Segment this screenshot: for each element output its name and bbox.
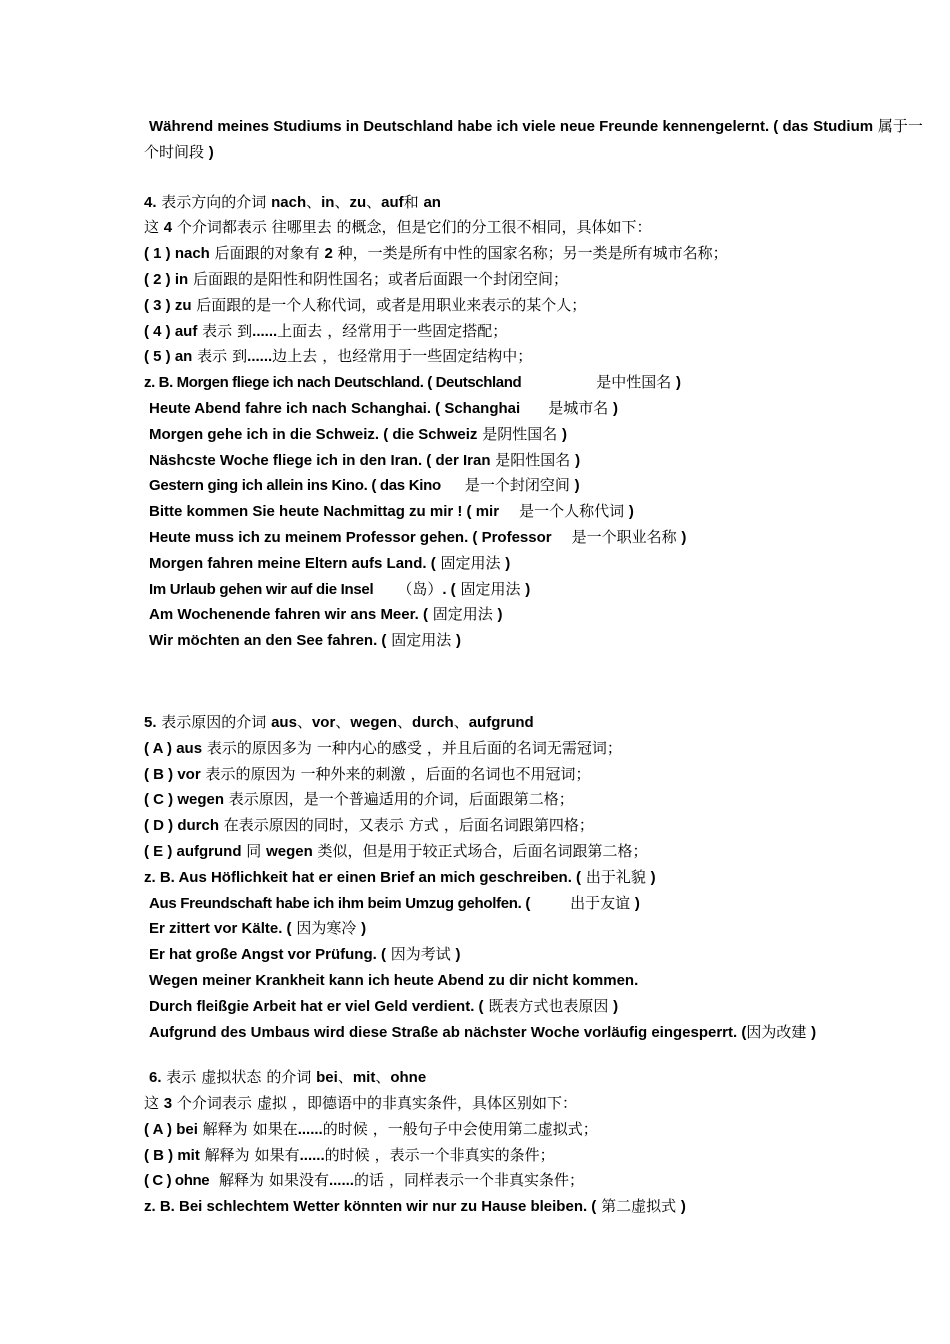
text-run: ，即德语中的非真实条件，具体区别如下：: [291, 1094, 577, 1113]
text-run: Wir möchten an den See fahren. (: [149, 632, 387, 650]
text-run: 到: [237, 321, 253, 340]
text-run: ( E ) aufgrund: [144, 842, 242, 860]
example-line: [144, 422, 934, 448]
text-run: 4: [163, 219, 173, 237]
text-run: 的概念，但是它们的分工很不相同，具体如下：: [336, 218, 652, 237]
rule-bei: [144, 1117, 934, 1143]
text-run: 是一个人称代词: [519, 502, 625, 521]
example-line: [144, 628, 934, 654]
text-run: 解释为: [202, 1119, 248, 1138]
text-run: 固定用法: [432, 605, 493, 624]
text-run: 后面跟的是阳性和阴性国名；或者后面跟一个封闭空间；: [192, 269, 568, 288]
text-run: 第二虚拟式: [601, 1197, 677, 1216]
text-run: ( C ) wegen: [144, 791, 225, 809]
text-run: ): [456, 632, 461, 650]
text-run: 的时候: [324, 1145, 370, 1164]
text-run: ): [613, 997, 619, 1015]
text-run: Während meines Studiums in Deutschland habe ich viele neue Freunde kennengelernt. ( das: [149, 118, 809, 135]
text-run: 后面跟的是一个人称代词，或者是用职业来表示的某个人；: [196, 295, 587, 314]
text-run: 5.: [144, 713, 157, 731]
example-line: [144, 602, 934, 628]
text-run: ): [634, 894, 640, 912]
text-run: 如果没有: [268, 1171, 329, 1190]
text-run: ): [505, 554, 511, 572]
text-run: 是一个职业名称: [571, 527, 677, 546]
text-run: z. B. Morgen fliege ich nach Deutschland. ( Deutschland: [144, 374, 522, 392]
text-run: ，一般句子中会使用第二虚拟式；: [372, 1119, 598, 1138]
text-run: 虚拟状态: [201, 1068, 262, 1087]
text-run: 表示: [197, 347, 228, 366]
text-run: 解释为: [204, 1145, 250, 1164]
text-run: ，后面名词跟第四格；: [443, 816, 594, 835]
text-run: 表示的原因为: [205, 764, 296, 783]
section-6-heading: [144, 1065, 934, 1091]
text-run: ): [361, 920, 367, 938]
text-run: ......: [297, 1120, 323, 1138]
text-run: 、: [296, 712, 312, 731]
text-run: 边上去: [272, 347, 318, 366]
text-run: Wegen meiner Krankheit kann ich heute Abend zu dir nicht kommen.: [149, 971, 639, 989]
example-line: [144, 916, 934, 942]
example-line: [144, 968, 934, 994]
text-run: ): [681, 528, 687, 546]
text-run: ( 1 ) nach: [144, 245, 210, 263]
text-run: an: [423, 193, 441, 211]
text-run: ): [676, 374, 682, 392]
text-run: ): [208, 143, 214, 161]
text-run: 这: [144, 1094, 160, 1113]
text-run: Am Wochenende fahren wir ans Meer. (: [149, 606, 428, 624]
text-run: . (: [442, 580, 456, 598]
text-run: ohne: [390, 1069, 427, 1087]
example-line: [144, 1194, 934, 1220]
text-run: ......: [252, 322, 278, 340]
text-run: 、: [337, 1068, 353, 1087]
text-run: aufgrund: [468, 713, 534, 731]
text-run: in: [321, 193, 335, 211]
text-run: ，后面的名词也不用冠词；: [410, 764, 591, 783]
text-run: Er hat große Angst vor Prüfung. (: [149, 946, 386, 964]
text-run: 、: [335, 712, 351, 731]
rule-durch: [144, 813, 934, 839]
rule-auf: [144, 319, 934, 345]
example-line: [144, 473, 934, 499]
text-run: 虚拟: [256, 1094, 287, 1113]
rule-aufgrund: [144, 839, 934, 865]
text-run: wegen: [266, 842, 313, 860]
text-run: 、: [375, 1068, 391, 1087]
text-run: 的时候: [322, 1119, 368, 1138]
text-run: z. B. Aus Höflichkeit hat er einen Brief an mich geschreiben. (: [144, 868, 582, 886]
text-run: ( A ) aus: [144, 739, 203, 757]
text-run: nach: [271, 193, 307, 211]
text-run: ，并且后面的名词无需冠词；: [426, 738, 622, 757]
example-line: [144, 577, 934, 603]
text-run: 3: [163, 1095, 173, 1113]
text-run: Bitte kommen Sie heute Nachmittag zu mir ! ( mir: [149, 503, 500, 521]
text-run: 因为寒冷: [296, 919, 357, 938]
text-run: 个介词都表示: [176, 218, 267, 237]
text-run: ( C ) ohne: [144, 1172, 210, 1190]
text-run: ......: [299, 1146, 325, 1164]
text-run: ): [455, 946, 461, 964]
example-line: [144, 865, 934, 891]
text-run: Näshcste Woche fliege ich in den Iran. ( der Iran: [149, 451, 491, 469]
text-run: 、: [366, 192, 382, 211]
text-run: 是阳性国名: [495, 450, 571, 469]
text-run: ( 4 ) auf: [144, 322, 198, 340]
text-run: 往哪里去: [271, 218, 332, 237]
text-run: 是中性国名: [596, 373, 672, 392]
text-run: ( B ) vor: [144, 765, 201, 783]
text-run: ......: [328, 1172, 354, 1190]
text-run: 因为考试: [390, 945, 451, 964]
rule-ohne: [144, 1168, 934, 1194]
text-run: 个介词表示: [176, 1094, 252, 1113]
text-run: Im Urlaub gehen wir auf die Insel: [149, 580, 374, 598]
example-line: [144, 525, 934, 551]
text-run: 4.: [144, 193, 157, 211]
text-run: 出于礼貌: [585, 867, 646, 886]
rule-an: [144, 344, 934, 370]
rule-mit: [144, 1143, 934, 1169]
text-run: 固定用法: [440, 553, 501, 572]
text-run: 如果有: [254, 1145, 300, 1164]
text-run: Morgen fahren meine Eltern aufs Land. (: [149, 554, 436, 572]
text-run: 同: [246, 841, 262, 860]
text-run: ): [575, 451, 581, 469]
text-run: 是阴性国名: [482, 424, 558, 443]
text-run: 既表方式也表原因: [488, 996, 609, 1015]
text-run: ): [811, 1023, 817, 1041]
text-run: 一种内心的感受: [316, 738, 422, 757]
text-run: ): [628, 503, 634, 521]
text-run: zu: [349, 193, 367, 211]
document-body: [144, 114, 934, 1220]
rule-in: [144, 267, 934, 293]
text-run: ): [525, 580, 531, 598]
example-line: [144, 994, 934, 1020]
text-run: ，表示一个非真实的条件；: [374, 1145, 555, 1164]
text-run: 表示原因的介词: [161, 712, 267, 731]
section-6-intro: [144, 1091, 934, 1117]
text-run: bei: [316, 1069, 338, 1087]
text-run: ): [574, 477, 580, 495]
text-run: ，也经常用于一些固定结构中；: [322, 347, 533, 366]
text-run: 、: [453, 712, 469, 731]
text-run: ( 3 ) zu: [144, 296, 192, 314]
text-run: wegen: [350, 713, 398, 731]
text-run: Heute muss ich zu meinem Professor gehen. ( Professor: [149, 528, 552, 546]
text-run: ): [680, 1198, 686, 1216]
text-run: vor: [311, 713, 336, 731]
text-run: ): [612, 399, 618, 417]
text-run: 上面去: [277, 321, 323, 340]
text-run: ): [650, 868, 656, 886]
text-run: auf: [381, 193, 404, 211]
text-run: 固定用法: [460, 579, 521, 598]
rule-vor: [144, 762, 934, 788]
example-line: [144, 448, 934, 474]
text-run: ......: [247, 348, 273, 366]
text-run: Studium: [813, 118, 874, 135]
example-line: [144, 370, 934, 396]
text-run: 在表示原因的同时，又表示: [223, 816, 404, 835]
example-line: [144, 891, 934, 917]
text-run: 因为改建: [746, 1022, 807, 1041]
text-run: Aufgrund des Umbaus wird diese Straße ab nächster Woche vorläufig eingesperrt. (: [149, 1023, 747, 1041]
text-run: ( 5 ) an: [144, 348, 193, 366]
text-run: ): [497, 606, 503, 624]
text-run: Heute Abend fahre ich nach Schanghai. ( Schanghai: [149, 399, 521, 417]
rule-nach: [144, 241, 934, 267]
text-run: 方式: [408, 816, 439, 835]
text-run: 是一个封闭空间: [464, 476, 570, 495]
example-line: [144, 499, 934, 525]
text-run: Er zittert vor Kälte. (: [149, 920, 292, 938]
text-run: ): [561, 425, 567, 443]
section-4-heading: [144, 190, 934, 216]
text-run: 、: [306, 192, 322, 211]
text-run: 这: [144, 218, 160, 237]
text-run: mit: [352, 1069, 376, 1087]
section-4-intro: [144, 215, 934, 241]
text-run: 出于友谊: [570, 893, 631, 912]
text-run: z. B. Bei schlechtem Wetter könnten wir nur zu Hause bleiben. (: [144, 1198, 597, 1216]
text-run: Durch fleißgie Arbeit hat er viel Geld verdient. (: [149, 997, 484, 1015]
text-run: ，同样表示一个非真实条件；: [389, 1171, 585, 1190]
text-run: 的话: [353, 1171, 384, 1190]
section-5-heading: [144, 710, 934, 736]
text-run: 、: [334, 192, 350, 211]
text-run: 后面跟的对象有: [214, 244, 320, 263]
text-run: Gestern ging ich allein ins Kino. ( das Kino: [149, 477, 441, 495]
text-run: 是城市名: [548, 398, 609, 417]
text-run: （岛）: [397, 579, 443, 598]
example-line: [144, 942, 934, 968]
rule-zu: [144, 293, 934, 319]
example-line: [144, 396, 934, 422]
text-run: 表示: [202, 321, 233, 340]
text-run: 、: [397, 712, 413, 731]
text-run: 表示: [166, 1068, 197, 1087]
text-run: 2: [324, 245, 333, 263]
text-run: ( A ) bei: [144, 1120, 198, 1138]
text-run: Aus Freundschaft habe ich ihm beim Umzug geholfen. (: [149, 894, 531, 912]
text-run: Morgen gehe ich in die Schweiz. ( die Schweiz: [149, 425, 478, 443]
text-run: durch: [412, 713, 454, 731]
example-line: [144, 1020, 934, 1046]
text-run: 和: [403, 192, 419, 211]
text-run: ( D ) durch: [144, 817, 219, 835]
text-run: ( B ) mit: [144, 1146, 200, 1164]
text-run: ，经常用于一些固定搭配；: [327, 321, 508, 340]
text-run: aus: [271, 713, 297, 731]
text-run: ( 2 ) in: [144, 270, 189, 288]
text-run: 一种外来的刺激: [300, 764, 406, 783]
text-run: 解释为: [218, 1171, 264, 1190]
text-run: 属于一个时间段: [144, 117, 923, 161]
text-run: 表示原因，是一个普遍适用的介词，后面跟第二格；: [228, 790, 574, 809]
text-run: 表示方向的介词: [161, 192, 267, 211]
text-run: 固定用法: [391, 631, 452, 650]
text-run: 种，一类是所有中性的国家名称；另一类是所有城市名称；: [337, 244, 728, 263]
text-run: 类似，但是用于较正式场合，后面名词跟第二格；: [317, 841, 648, 860]
text-run: 6.: [149, 1069, 162, 1087]
paragraph-studium: [144, 114, 934, 166]
rule-aus: [144, 736, 934, 762]
text-run: 表示的原因多为: [206, 738, 312, 757]
text-run: 的介词: [266, 1068, 312, 1087]
text-run: 如果在: [252, 1119, 298, 1138]
example-line: [144, 551, 934, 577]
text-run: 到: [232, 347, 248, 366]
rule-wegen: [144, 787, 934, 813]
